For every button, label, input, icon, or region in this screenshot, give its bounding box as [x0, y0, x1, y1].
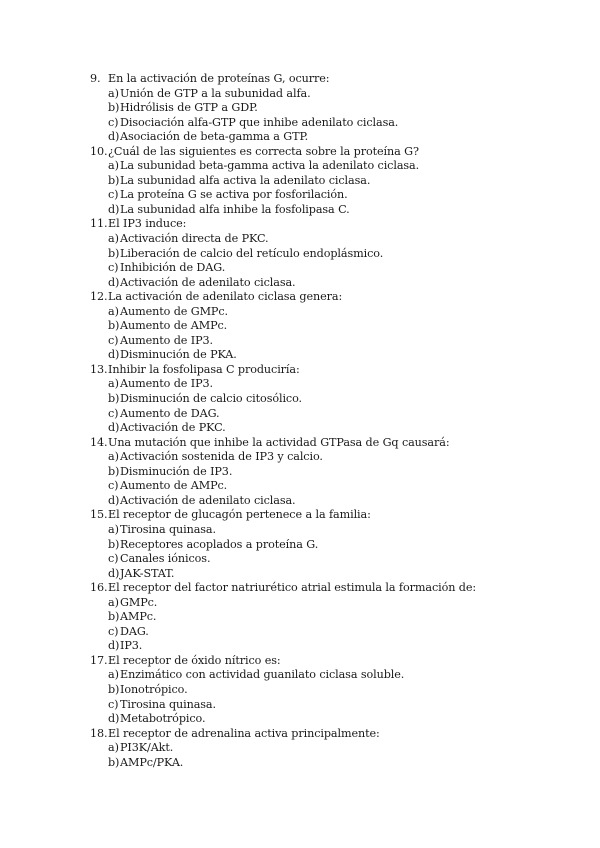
option-text: La subunidad beta-gamma activa la adenilato ciclasa. — [120, 159, 420, 173]
option-text: La subunidad alfa activa la adenilato ciclasa. — [120, 173, 371, 187]
option-text: Activación directa de PKC. — [120, 232, 269, 246]
answer-option — [0, 712, 600, 727]
option-text: AMPc. — [120, 610, 157, 624]
question-item — [0, 436, 600, 509]
answer-option — [0, 130, 600, 145]
option-letter: b) — [108, 173, 120, 187]
answer-option — [0, 261, 600, 276]
option-text: Activación de adenilato ciclasa. — [120, 275, 296, 289]
answer-option — [0, 334, 600, 349]
option-text: Enzimático con actividad guanilato ciclasa soluble. — [120, 668, 405, 682]
option-text: Canales iónicos. — [120, 552, 211, 566]
question-number: 10. — [90, 144, 108, 158]
question-text: El receptor de glucagón pertenece a la familia: — [108, 508, 371, 522]
answer-option — [0, 668, 600, 683]
option-text: Activación de adenilato ciclasa. — [120, 493, 296, 507]
option-text: DAG. — [120, 624, 149, 638]
option-text: JAK-STAT. — [120, 566, 175, 580]
option-letter: a) — [108, 595, 119, 609]
option-letter: d) — [108, 275, 120, 289]
question-stem — [0, 145, 600, 160]
question-text: El receptor de adrenalina activa principalmente: — [108, 726, 380, 740]
answer-option — [0, 421, 600, 436]
option-letter: d) — [108, 130, 120, 144]
answer-option — [0, 116, 600, 131]
option-letter: b) — [108, 610, 120, 624]
option-text: Receptores acoplados a proteína G. — [120, 537, 319, 551]
answer-option — [0, 610, 600, 625]
option-text: IP3. — [120, 639, 143, 653]
option-letter: d) — [108, 639, 120, 653]
option-text: Aumento de AMPc. — [120, 319, 228, 333]
option-letter: b) — [108, 392, 120, 406]
answer-option — [0, 101, 600, 116]
question-item — [0, 508, 600, 581]
option-text: Aumento de IP3. — [120, 333, 213, 347]
option-letter: b) — [108, 537, 120, 551]
option-letter: c) — [108, 552, 119, 566]
answer-option — [0, 392, 600, 407]
question-stem — [0, 363, 600, 378]
option-text: Tirosina quinasa. — [120, 522, 216, 536]
option-text: AMPc/PKA. — [120, 755, 184, 769]
option-text: Inhibición de DAG. — [120, 261, 226, 275]
question-number: 15. — [90, 508, 108, 522]
question-text: Una mutación que inhibe la actividad GTPasa de Gq causará: — [108, 435, 450, 449]
option-letter: a) — [108, 741, 119, 755]
answer-option — [0, 247, 600, 262]
option-letter: a) — [108, 450, 119, 464]
question-number: 16. — [90, 581, 108, 595]
option-letter: a) — [108, 159, 119, 173]
question-stem — [0, 654, 600, 669]
question-stem — [0, 727, 600, 742]
answer-option — [0, 567, 600, 582]
question-item — [0, 290, 600, 363]
option-letter: a) — [108, 377, 119, 391]
answer-option — [0, 407, 600, 422]
option-letter: a) — [108, 232, 119, 246]
option-letter: b) — [108, 319, 120, 333]
option-letter: c) — [108, 624, 119, 638]
answer-option — [0, 450, 600, 465]
option-text: Aumento de AMPc. — [120, 479, 228, 493]
answer-option — [0, 552, 600, 567]
answer-option — [0, 203, 600, 218]
answer-option — [0, 683, 600, 698]
question-text: En la activación de proteínas G, ocurre: — [108, 72, 330, 85]
option-text: La proteína G se activa por fosforilación. — [120, 188, 348, 202]
question-number: 11. — [90, 217, 108, 231]
question-list — [0, 72, 600, 770]
question-stem — [0, 508, 600, 523]
option-letter: c) — [108, 261, 119, 275]
option-letter: c) — [108, 479, 119, 493]
answer-option — [0, 319, 600, 334]
option-letter: c) — [108, 333, 119, 347]
option-text: PI3K/Akt. — [120, 741, 174, 755]
answer-option — [0, 465, 600, 480]
question-item — [0, 654, 600, 727]
option-letter: c) — [108, 697, 119, 711]
option-text: Aumento de GMPc. — [120, 304, 228, 318]
question-stem — [0, 436, 600, 451]
question-number: 12. — [90, 290, 108, 304]
answer-option — [0, 741, 600, 756]
answer-option — [0, 377, 600, 392]
question-number: 13. — [90, 362, 108, 376]
question-item — [0, 581, 600, 654]
option-text: GMPc. — [120, 595, 158, 609]
question-stem — [0, 290, 600, 305]
answer-option — [0, 232, 600, 247]
question-text: El IP3 induce: — [108, 217, 187, 231]
answer-option — [0, 494, 600, 509]
answer-option — [0, 523, 600, 538]
question-stem — [0, 581, 600, 596]
answer-option — [0, 348, 600, 363]
option-letter: b) — [108, 246, 120, 260]
answer-option — [0, 538, 600, 553]
option-text: Liberación de calcio del retículo endoplásmico. — [120, 246, 384, 260]
question-item — [0, 145, 600, 218]
answer-option — [0, 698, 600, 713]
question-text: ¿Cuál de las siguientes es correcta sobre la proteína G? — [108, 144, 419, 158]
option-letter: b) — [108, 101, 120, 115]
option-text: Asociación de beta-gamma a GTP. — [120, 130, 309, 144]
answer-option — [0, 159, 600, 174]
option-letter: a) — [108, 304, 119, 318]
question-text: El receptor de óxido nítrico es: — [108, 653, 281, 667]
answer-option — [0, 479, 600, 494]
option-letter: a) — [108, 668, 119, 682]
option-letter: d) — [108, 493, 120, 507]
option-text: Disminución de PKA. — [120, 348, 237, 362]
option-text: Activación sostenida de IP3 y calcio. — [120, 450, 323, 464]
option-text: Disociación alfa-GTP que inhibe adenilato ciclasa. — [120, 115, 399, 129]
option-letter: a) — [108, 86, 119, 100]
answer-option — [0, 639, 600, 654]
question-number: 18. — [90, 726, 108, 740]
answer-option — [0, 625, 600, 640]
answer-option — [0, 174, 600, 189]
option-text: Metabotrópico. — [120, 712, 206, 726]
question-number: 17. — [90, 653, 108, 667]
option-letter: b) — [108, 755, 120, 769]
option-letter: d) — [108, 566, 120, 580]
question-item — [0, 363, 600, 436]
answer-option — [0, 756, 600, 771]
question-text: El receptor del factor natriurético atrial estimula la formación de: — [108, 581, 477, 595]
answer-option — [0, 87, 600, 102]
option-letter: d) — [108, 421, 120, 435]
option-text: Ionotrópico. — [120, 682, 188, 696]
question-item — [0, 727, 600, 771]
question-text: La activación de adenilato ciclasa genera: — [108, 290, 343, 304]
option-letter: d) — [108, 348, 120, 362]
answer-option — [0, 305, 600, 320]
option-letter: d) — [108, 712, 120, 726]
option-text: Unión de GTP a la subunidad alfa. — [120, 86, 311, 100]
option-text: La subunidad alfa inhibe la fosfolipasa C. — [120, 202, 350, 216]
question-stem — [0, 72, 600, 87]
option-letter: b) — [108, 464, 120, 478]
answer-option — [0, 276, 600, 291]
option-letter: a) — [108, 522, 119, 536]
option-text: Tirosina quinasa. — [120, 697, 216, 711]
question-stem — [0, 217, 600, 232]
option-text: Hidrólisis de GTP a GDP. — [120, 101, 258, 115]
question-item — [0, 72, 600, 145]
option-letter: c) — [108, 115, 119, 129]
question-text: Inhibir la fosfolipasa C produciría: — [108, 362, 300, 376]
answer-option — [0, 188, 600, 203]
option-text: Aumento de IP3. — [120, 377, 213, 391]
option-letter: b) — [108, 682, 120, 696]
option-letter: d) — [108, 202, 120, 216]
question-number: 9. — [90, 72, 101, 85]
answer-option — [0, 596, 600, 611]
option-text: Activación de PKC. — [120, 421, 226, 435]
option-text: Disminución de IP3. — [120, 464, 233, 478]
option-text: Aumento de DAG. — [120, 406, 220, 420]
question-item — [0, 217, 600, 290]
question-number: 14. — [90, 435, 108, 449]
option-text: Disminución de calcio citosólico. — [120, 392, 302, 406]
option-letter: c) — [108, 188, 119, 202]
option-letter: c) — [108, 406, 119, 420]
